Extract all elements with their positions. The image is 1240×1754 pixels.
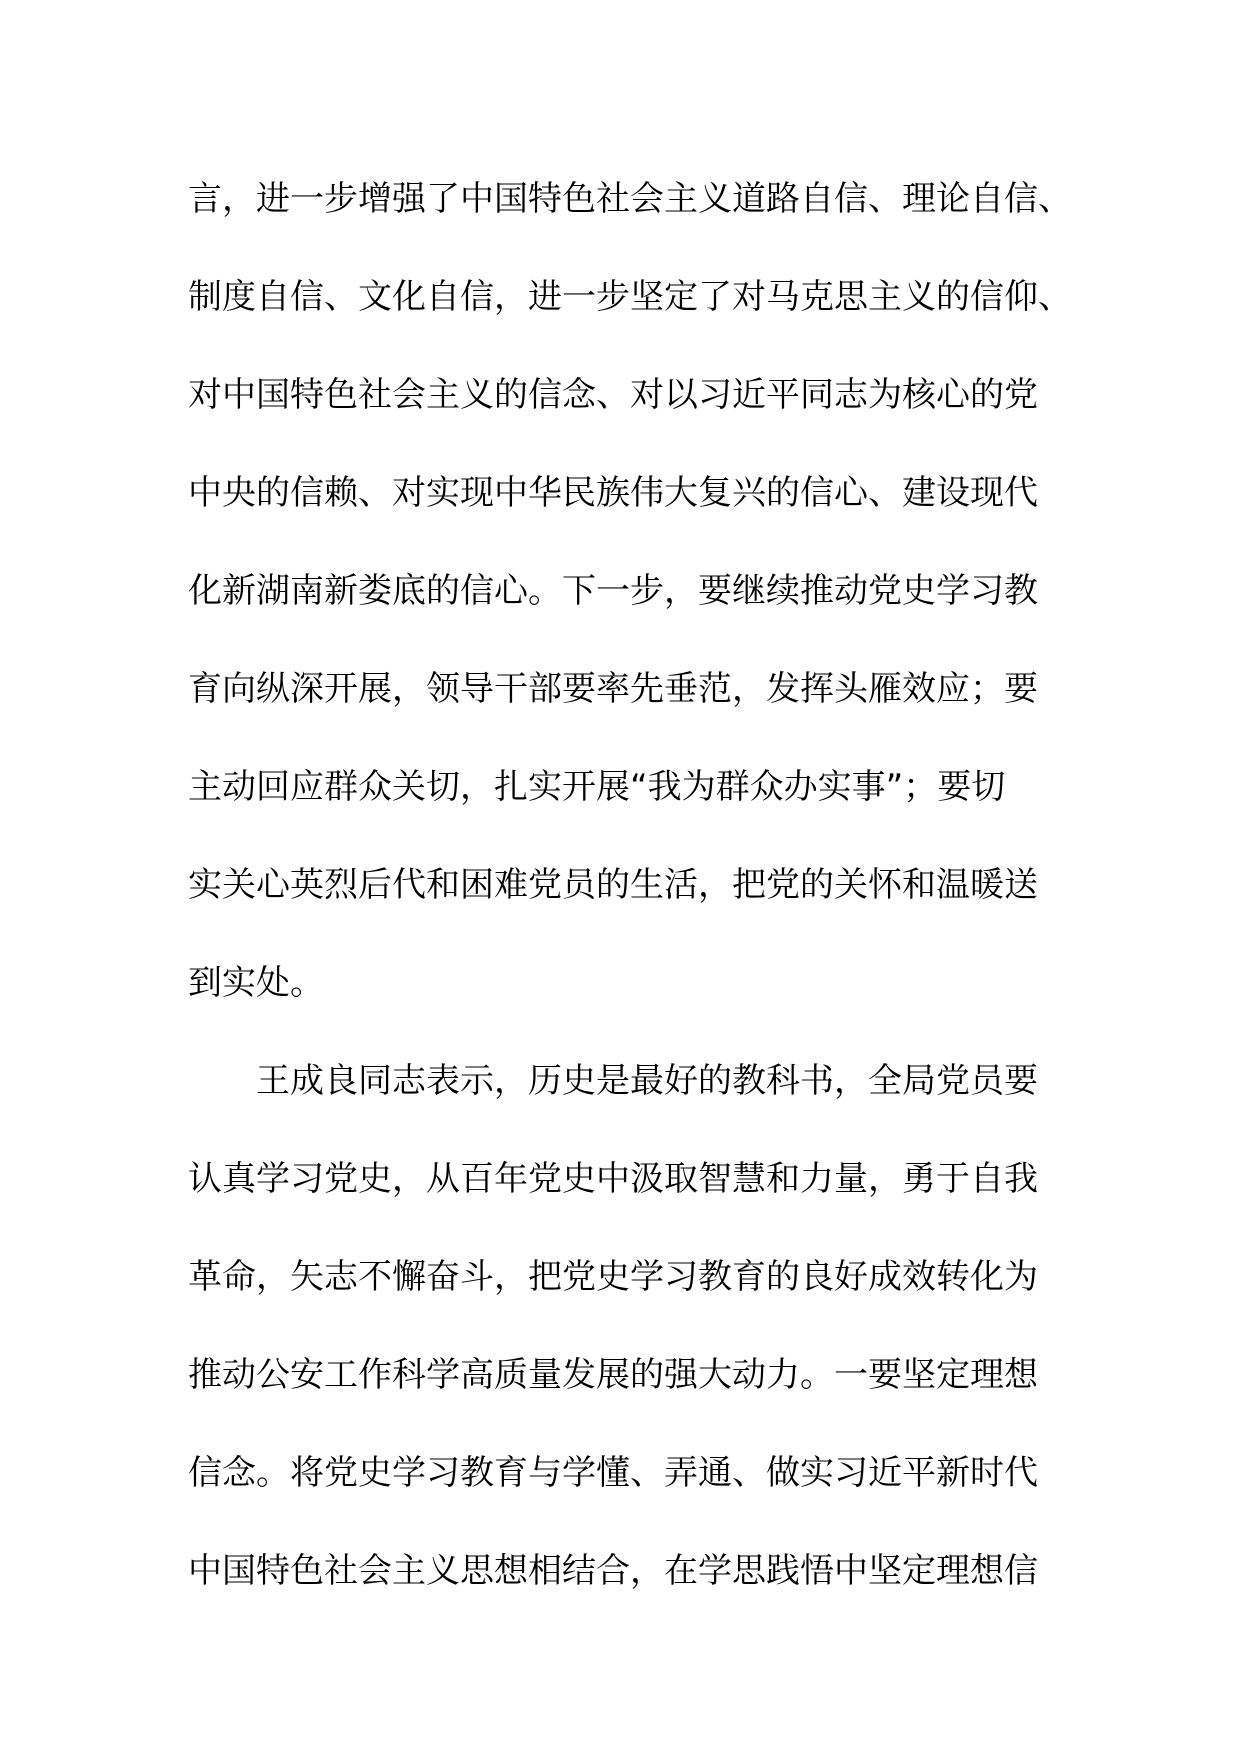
text-line: 到实处。 [188, 963, 324, 1003]
text-line: 革命，矢志不懈奋斗，把党史学习教育的良好成效转化为 [188, 1257, 1038, 1297]
text-line: 中国特色社会主义思想相结合，在学思践悟中坚定理想信 [188, 1551, 1038, 1591]
document-body [188, 164, 1072, 1634]
text-line: 主动回应群众关切，扎实开展“我为群众办实事”；要切 [188, 767, 1006, 807]
text-line: 化新湖南新娄底的信心。下一步，要继续推动党史学习教 [188, 571, 1038, 611]
text-line: 认真学习党史，从百年党史中汲取智慧和力量，勇于自我 [188, 1159, 1038, 1199]
text-line: 信念。将党史学习教育与学懂、弄通、做实习近平新时代 [188, 1453, 1038, 1493]
text-line: 实关心英烈后代和困难党员的生活，把党的关怀和温暖送 [188, 865, 1038, 905]
text-line: 中央的信赖、对实现中华民族伟大复兴的信心、建设现代 [188, 473, 1038, 513]
text-line: 育向纵深开展，领导干部要率先垂范，发挥头雁效应；要 [188, 669, 1038, 709]
text-line: 推动公安工作科学高质量发展的强大动力。一要坚定理想 [188, 1355, 1038, 1395]
paragraph-start-line: 王成良同志表示，历史是最好的教科书，全局党员要 [188, 1061, 1038, 1101]
text-line: 言，进一步增强了中国特色社会主义道路自信、理论自信、 [188, 179, 1072, 219]
text-line: 对中国特色社会主义的信念、对以习近平同志为核心的党 [188, 375, 1038, 415]
text-line: 制度自信、文化自信，进一步坚定了对马克思主义的信仰、 [188, 277, 1072, 317]
